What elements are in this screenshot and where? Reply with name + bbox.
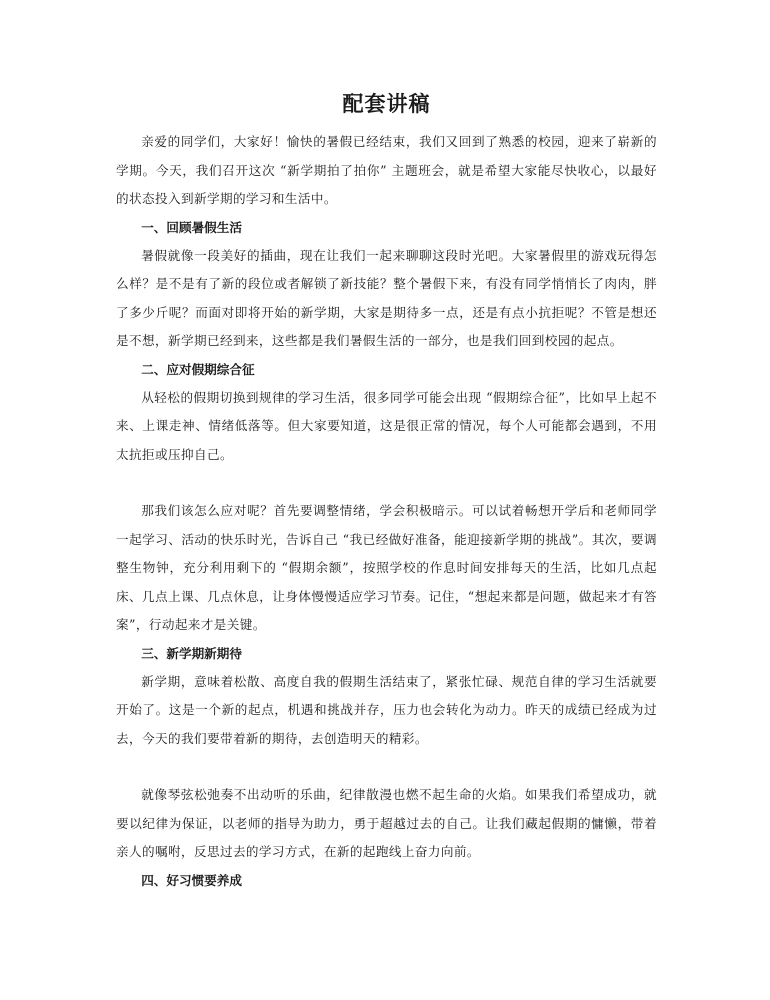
review-summer-paragraph: 暑假就像一段美好的插曲，现在让我们一起来聊聊这段时光吧。大家暑假里的游戏玩得怎么样？是不是有了新的段位或者解锁了新技能？整个暑假下来，有没有同学悄悄长了肉肉，胖了多少斤呢？而面对即将开始的新学期，大家是期待多一点，还是有点小抗拒呢？不管是想还是不想，新学期已经到来，这些都是我们暑假生活的一部分，也是我们回到校园的起点。 [116,247,657,348]
paragraph-spacer [116,753,657,781]
intro-paragraph: 亲爱的同学们，大家好！愉快的暑假已经结束，我们又回到了熟悉的校园，迎来了崭新的学期。今天，我们召开这次 “新学期拍了拍你” 主题班会，就是希望大家能尽快收心，以最好的状态投入到新学期的学习和生活中。 [116,134,657,206]
section-heading-new-term: 三、新学期新期待 [141,645,242,661]
holiday-syndrome-paragraph-1: 从轻松的假期切换到规律的学习生活，很多同学可能会出现 “假期综合征”，比如早上起不来、上课走神、情绪低落等。但大家要知道，这是很正常的情况，每个人可能都会遇到，不用太抗拒或压抑自己。 [116,389,657,462]
section-heading-holiday-syndrome: 二、应对假期综合征 [141,361,255,377]
new-term-paragraph-1: 新学期，意味着松散、高度自我的假期生活结束了，紧张忙碌、规范自律的学习生活就要开始了。这是一个新的起点，机遇和挑战并存，压力也会转化为动力。昨天的成绩已经成为过去，今天的我们要带着新的期待，去创造明天的精彩。 [116,673,657,746]
section-heading-good-habits: 四、好习惯要养成 [141,872,242,888]
new-term-paragraph-2: 就像琴弦松弛奏不出动听的乐曲，纪律散漫也燃不起生命的火焰。如果我们希望成功，就要以纪律为保证，以老师的指导为助力，勇于超越过去的自己。让我们藏起假期的慵懒，带着亲人的嘱咐，反思过去的学习方式，在新的起跑线上奋力向前。 [116,787,657,859]
holiday-syndrome-paragraph-2: 那我们该怎么应对呢？首先要调整情绪，学会积极暗示。可以试着畅想开学后和老师同学一起学习、活动的快乐时光，告诉自己 “我已经做好准备，能迎接新学期的挑战”。其次，要调整生物钟，充分利用剩下的 “假期余额”，按照学校的作息时间安排每天的生活，比如几点起床、几点上课、几点休息，让身体慢慢适应学习节奏。记住，“想起来都是问题，做起来才有答案”，行动起来才是关键。 [116,503,657,632]
section-heading-review-summer: 一、回顾暑假生活 [141,219,242,235]
document-page [116,88,657,895]
page-title: 配套讲稿 [342,91,431,116]
paragraph-spacer [116,469,657,497]
